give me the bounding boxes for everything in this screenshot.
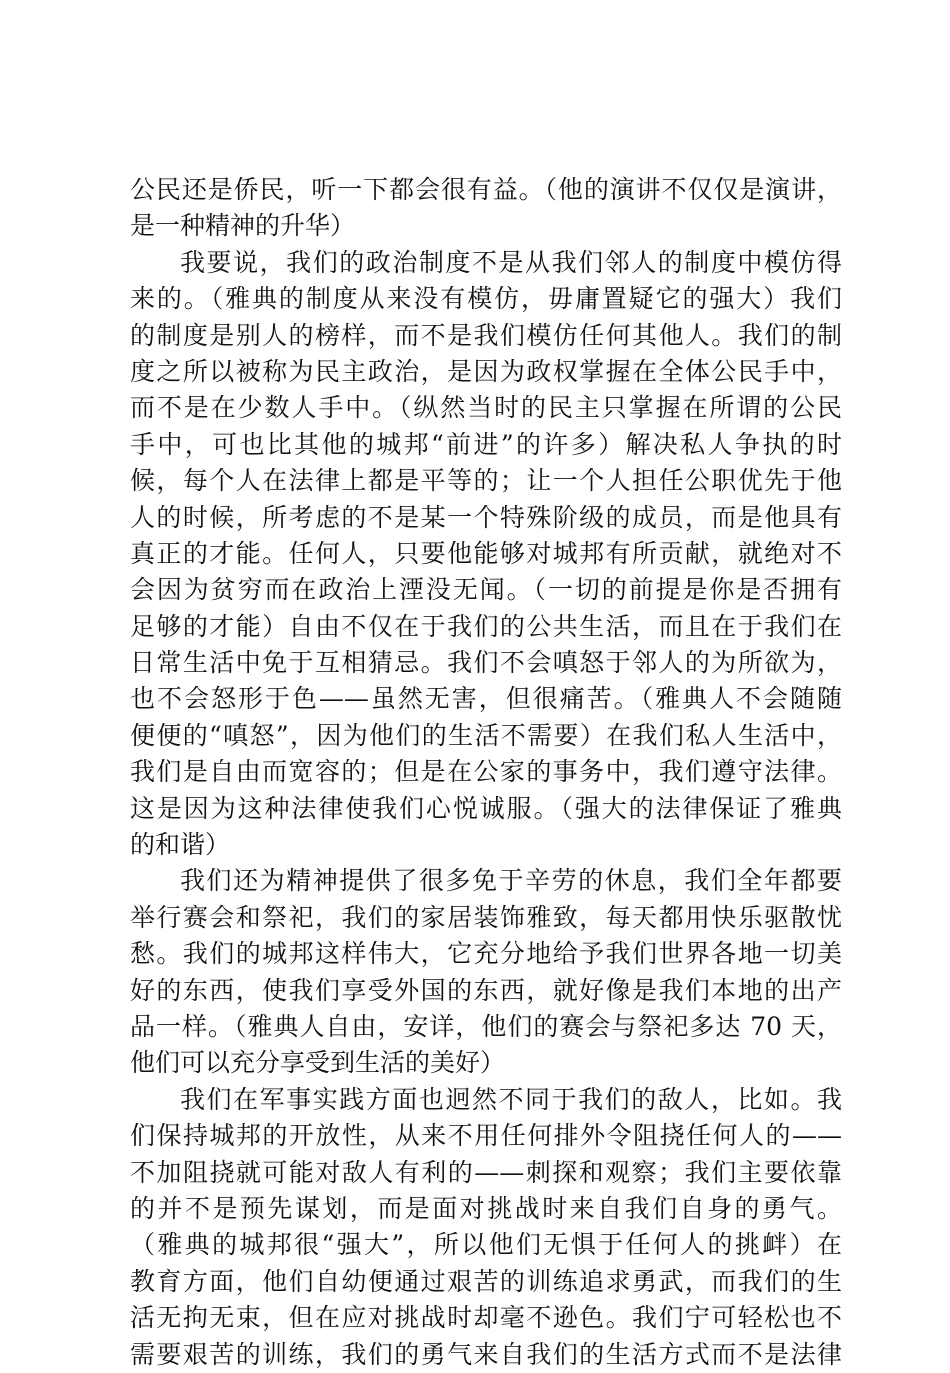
text-line: 品一样。（雅典人自由，安详，他们的赛会与祭祀多达 70 天， [130,1011,842,1041]
text-line: 不加阻挠就可能对敌人有利的——刺探和观察；我们主要依靠 [130,1157,842,1187]
text-line: 我们还为精神提供了很多免于辛劳的休息，我们全年都要 [180,866,842,896]
text-line: （雅典的城邦很“强大”，所以他们无惧于任何人的挑衅）在 [130,1230,842,1260]
text-line: 而不是在少数人手中。（纵然当时的民主只掌握在所谓的公民 [130,393,842,423]
text-line: 的并不是预先谋划，而是面对挑战时来自我们自身的勇气。 [130,1193,842,1223]
text-line: 这是因为这种法律使我们心悦诚服。（强大的法律保证了雅典 [130,793,842,823]
text-line: 好的东西，使我们享受外国的东西，就好像是我们本地的出产 [130,975,842,1005]
text-line: 是一种精神的升华） [130,211,356,241]
text-line: 真正的才能。任何人，只要他能够对城邦有所贡献，就绝对不 [130,538,842,568]
text-line: 举行赛会和祭祀，我们的家居装饰雅致，每天都用快乐驱散忧 [130,902,842,932]
text-line: 度之所以被称为民主政治，是因为政权掌握在全体公民手中， [130,356,842,386]
text-line: 人的时候，所考虑的不是某一个特殊阶级的成员，而是他具有 [130,502,842,532]
text-line: 的和谐） [130,830,231,860]
text-line: 公民还是侨民，听一下都会很有益。（他的演讲不仅仅是演讲， [130,175,842,204]
text-line: 他们可以充分享受到生活的美好） [130,1048,506,1078]
text-line: 教育方面，他们自幼便通过艰苦的训练追求勇武，而我们的生 [130,1266,842,1296]
text-line: 日常生活中免于互相猜忌。我们不会嗔怒于邻人的为所欲为， [130,648,842,678]
text-line: 来的。（雅典的制度从来没有模仿，毋庸置疑它的强大）我们 [130,284,842,314]
text-line: 活无拘无束，但在应对挑战时却毫不逊色。我们宁可轻松也不 [130,1303,842,1333]
text-line: 也不会怒形于色——虽然无害，但很痛苦。（雅典人不会随随 [130,684,842,714]
text-line: 候，每个人在法律上都是平等的；让一个人担任公职优先于他 [130,466,842,496]
text-line: 足够的才能）自由不仅在于我们的公共生活，而且在于我们在 [130,611,842,641]
body-text [130,172,842,1373]
text-line: 我要说，我们的政治制度不是从我们邻人的制度中模仿得 [180,247,842,277]
text-line: 需要艰苦的训练，我们的勇气来自我们的生活方式而不是法律 [130,1339,842,1369]
text-line: 我们是自由而宽容的；但是在公家的事务中，我们遵守法律。 [130,757,842,787]
text-line: 会因为贫穷而在政治上湮没无闻。（一切的前提是你是否拥有 [130,575,842,605]
text-line: 我们在军事实践方面也迥然不同于我们的敌人，比如。我 [180,1084,842,1114]
text-line: 的制度是别人的榜样，而不是我们模仿任何其他人。我们的制 [130,320,842,350]
text-line: 便便的“嗔怒”，因为他们的生活不需要）在我们私人生活中， [130,720,842,750]
text-line: 手中，可也比其他的城邦“前进”的许多）解决私人争执的时 [130,429,842,459]
text-line: 们保持城邦的开放性，从来不用任何排外令阻挠任何人的—— [130,1121,842,1151]
text-line: 愁。我们的城邦这样伟大，它充分地给予我们世界各地一切美 [130,939,842,969]
